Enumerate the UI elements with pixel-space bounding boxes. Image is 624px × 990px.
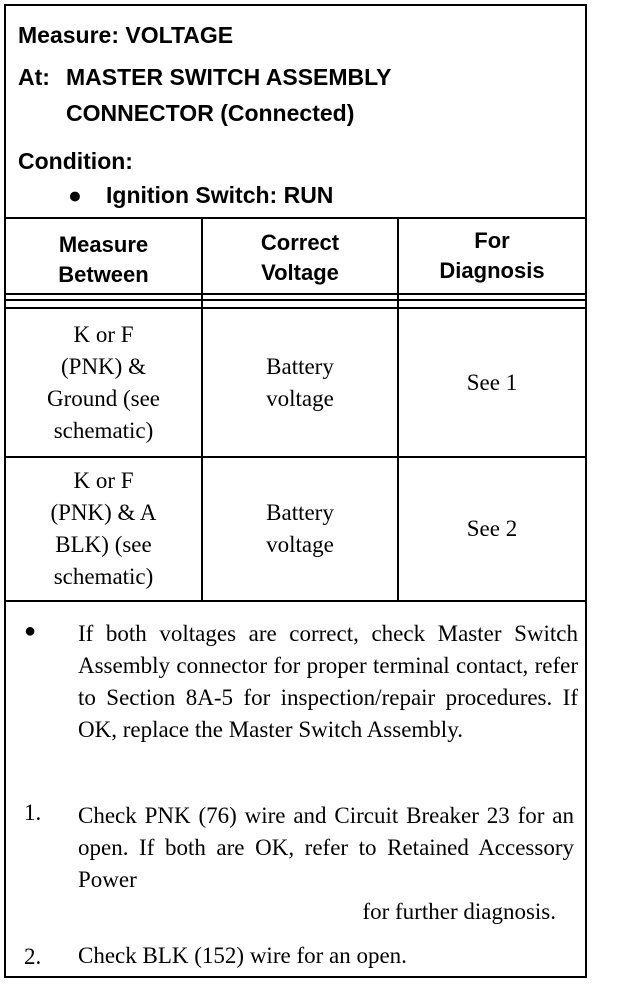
measure-value: VOLTAGE <box>125 22 234 48</box>
table-row-1-voltage: Battery voltage <box>266 353 334 411</box>
note-1-text: Check PNK (76) wire and Circuit Breaker 23 for an open. If both are OK, refer to Retained Accessory Power <box>78 803 574 892</box>
at-line-1: MASTER SWITCH ASSEMBLY <box>66 64 392 90</box>
measure-line <box>18 22 233 49</box>
condition-bullet-icon: ● <box>68 182 82 208</box>
table-row-2-measure: K or F (PNK) & A BLK) (see schematic) <box>50 468 157 589</box>
at-line-2: CONNECTOR (Connected) <box>66 100 355 126</box>
column-header-divider-2 <box>6 299 585 301</box>
diagnostic-chart <box>4 4 587 978</box>
measure-label: Measure: <box>18 22 119 48</box>
table-row-1-measure: K or F (PNK) & Ground (see schematic) <box>46 321 161 443</box>
condition-item: Ignition Switch: RUN <box>106 182 334 208</box>
condition-label: Condition: <box>18 148 133 174</box>
note-bullet-icon: ● <box>24 620 37 642</box>
table-row-2-diagnosis: See 2 <box>466 516 518 541</box>
table-row-2-voltage: Battery voltage <box>266 500 334 557</box>
column-header-divider-1 <box>6 293 585 295</box>
note-bullet-text: If both voltages are correct, check Master Switch Assembly connector for proper terminal contact, refer to Section 8A-5 for inspection/repair procedures. If OK, replace the Master Switch Assembly. <box>78 621 578 742</box>
at-label: At: <box>18 64 50 90</box>
header-divider <box>6 217 585 219</box>
table-bottom-divider <box>6 600 585 602</box>
column-header-measure-between: Measure Between <box>58 232 149 287</box>
note-2-text: Check BLK (152) wire for an open. <box>78 943 407 968</box>
column-header-for-diagnosis: For Diagnosis <box>439 228 545 283</box>
table-row-1-diagnosis: See 1 <box>466 369 518 395</box>
note-2-number: 2. <box>24 944 42 969</box>
column-header-correct-voltage: Correct Voltage <box>260 230 340 285</box>
note-1-tail: for further diagnosis. <box>362 899 556 924</box>
note-1-number: 1. <box>24 800 42 825</box>
